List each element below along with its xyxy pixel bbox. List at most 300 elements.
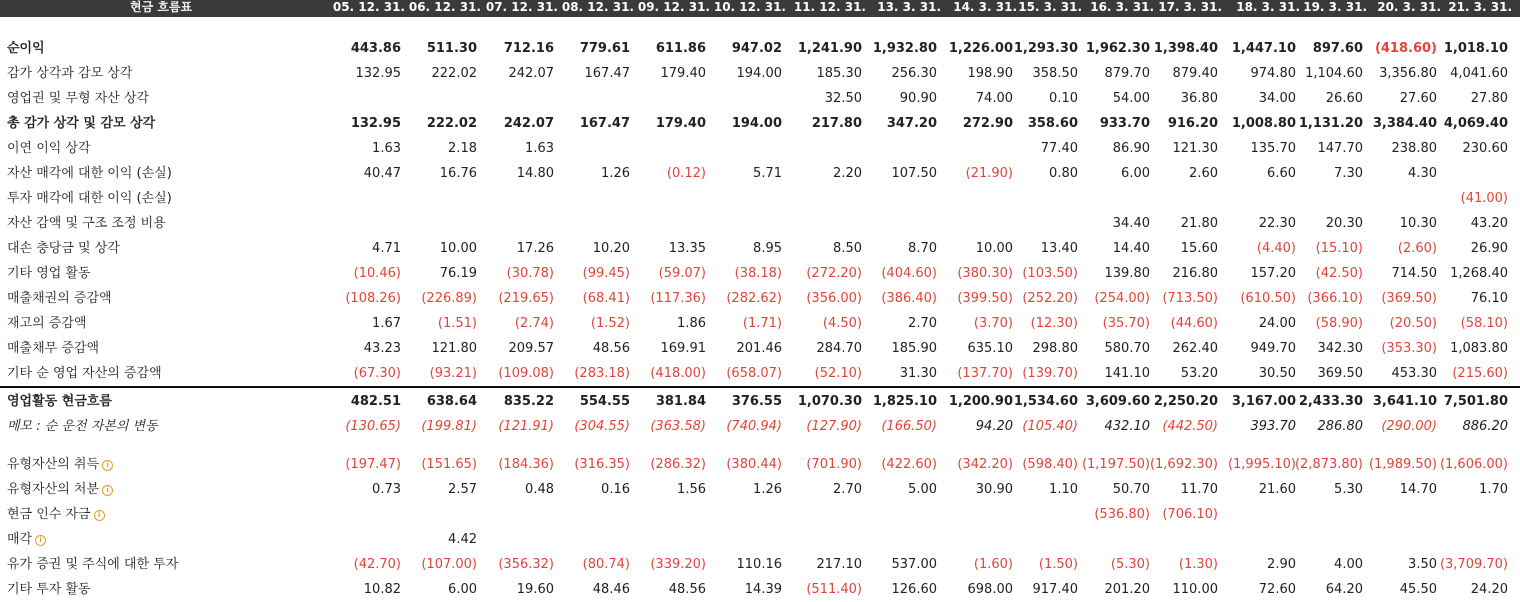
table-cell: (339.20) (650, 557, 706, 572)
table-cell: 48.56 (592, 341, 630, 356)
table-cell: (0.12) (666, 166, 706, 181)
table-row (0, 286, 1520, 311)
table-cell: 54.00 (1112, 91, 1150, 106)
table-cell: (1,989.50) (1368, 457, 1437, 472)
table-cell: 3,609.60 (1085, 394, 1150, 409)
table-cell: 242.07 (508, 66, 554, 81)
table-cell: 369.50 (1317, 366, 1363, 381)
table-cell: 580.70 (1104, 341, 1150, 356)
row-label (7, 186, 172, 211)
table-cell: 779.61 (579, 41, 630, 56)
table-cell: 949.70 (1250, 341, 1296, 356)
table-cell: 27.80 (1470, 91, 1508, 106)
table-row (0, 361, 1520, 386)
table-cell: (137.70) (957, 366, 1013, 381)
table-cell: 238.80 (1391, 141, 1437, 156)
table-row (0, 86, 1520, 111)
table-cell: 1,070.30 (797, 394, 862, 409)
table-row (0, 236, 1520, 261)
table-cell: 64.20 (1325, 582, 1363, 597)
table-cell: (706.10) (1162, 507, 1218, 522)
info-circle-icon[interactable]: i (94, 510, 105, 521)
table-cell: (219.65) (498, 291, 554, 306)
table-cell: 141.10 (1104, 366, 1150, 381)
row-label-text: 영업권 및 무형 자산 상각 (7, 91, 150, 106)
table-cell: 286.80 (1317, 419, 1363, 434)
table-cell: 76.10 (1470, 291, 1508, 306)
table-cell: (35.70) (1102, 316, 1150, 331)
table-row (0, 111, 1520, 136)
row-label-text: 매출채무 증감액 (7, 341, 100, 356)
table-cell: 4.42 (448, 532, 477, 547)
table-cell: 4.00 (1334, 557, 1363, 572)
table-cell: (10.46) (353, 266, 401, 281)
table-cell: 1.63 (525, 141, 554, 156)
table-cell: 43.20 (1470, 216, 1508, 231)
table-row (0, 477, 1520, 502)
table-cell: 242.07 (503, 116, 554, 131)
info-circle-icon[interactable]: i (102, 460, 113, 471)
table-cell: 272.90 (962, 116, 1013, 131)
table-cell: (1,692.30) (1149, 457, 1218, 472)
table-cell: (2.74) (514, 316, 554, 331)
table-cell: 262.40 (1172, 341, 1218, 356)
table-cell: (610.50) (1240, 291, 1296, 306)
table-row (0, 502, 1520, 527)
table-cell: 947.02 (731, 41, 782, 56)
table-cell: (68.41) (582, 291, 630, 306)
table-cell: 209.57 (508, 341, 554, 356)
table-cell: 5.30 (1334, 482, 1363, 497)
table-cell: 5.71 (753, 166, 782, 181)
table-cell: (380.30) (957, 266, 1013, 281)
table-cell: (282.62) (726, 291, 782, 306)
table-cell: (283.18) (574, 366, 630, 381)
table-cell: 7,501.80 (1443, 394, 1508, 409)
table-cell: 50.70 (1112, 482, 1150, 497)
table-cell: (41.00) (1460, 191, 1508, 206)
table-cell: 1.86 (677, 316, 706, 331)
table-cell: 34.40 (1112, 216, 1150, 231)
table-cell: (107.00) (421, 557, 477, 572)
table-cell: 4,041.60 (1450, 66, 1508, 81)
table-cell: 194.00 (731, 116, 782, 131)
table-cell: 1.63 (372, 141, 401, 156)
table-cell: (380.44) (726, 457, 782, 472)
table-cell: 342.30 (1317, 341, 1363, 356)
table-cell: 933.70 (1099, 116, 1150, 131)
table-cell: 6.00 (1121, 166, 1150, 181)
table-cell: (252.20) (1022, 291, 1078, 306)
table-cell: 107.50 (891, 166, 937, 181)
table-cell: (386.40) (881, 291, 937, 306)
row-label-text: 감가 상각과 감모 상각 (7, 66, 133, 81)
table-cell: 1.26 (601, 166, 630, 181)
table-cell: (58.90) (1315, 316, 1363, 331)
table-cell: 132.95 (350, 116, 401, 131)
table-cell: 5.00 (908, 482, 937, 497)
table-row (0, 527, 1520, 552)
table-cell: 1,083.80 (1450, 341, 1508, 356)
table-cell: 198.90 (967, 66, 1013, 81)
table-cell: 358.60 (1027, 116, 1078, 131)
table-cell: 3,384.40 (1372, 116, 1437, 131)
table-cell: 1,932.80 (872, 41, 937, 56)
table-cell: (316.35) (574, 457, 630, 472)
table-cell: 126.60 (891, 582, 937, 597)
table-cell: (80.74) (582, 557, 630, 572)
table-cell: (701.90) (806, 457, 862, 472)
table-cell: (356.32) (498, 557, 554, 572)
table-cell: 511.30 (426, 41, 477, 56)
table-cell: 2,250.20 (1153, 394, 1218, 409)
table-cell: (4.50) (822, 316, 862, 331)
table-cell: (740.94) (726, 419, 782, 434)
table-row (0, 186, 1520, 211)
row-label (7, 161, 172, 186)
table-cell: 1,293.30 (1013, 41, 1078, 56)
table-cell: 10.00 (975, 241, 1013, 256)
period-header: 13. 3. 31. (877, 0, 941, 14)
table-cell: (38.18) (734, 266, 782, 281)
table-cell: (197.47) (345, 457, 401, 472)
period-header: 16. 3. 31. (1090, 0, 1154, 14)
table-cell: 74.00 (975, 91, 1013, 106)
table-cell: (3,709.70) (1439, 557, 1508, 572)
table-cell: (58.10) (1460, 316, 1508, 331)
table-cell: 72.60 (1258, 582, 1296, 597)
row-label-text: 순이익 (7, 41, 45, 56)
row-label (7, 261, 91, 286)
table-cell: 194.00 (736, 66, 782, 81)
table-cell: (42.50) (1315, 266, 1363, 281)
table-cell: 2.57 (448, 482, 477, 497)
table-cell: 27.60 (1399, 91, 1437, 106)
table-cell: (12.30) (1030, 316, 1078, 331)
table-cell: 8.50 (833, 241, 862, 256)
table-cell: 1.26 (753, 482, 782, 497)
row-label (7, 502, 105, 527)
table-cell: 1,241.90 (797, 41, 862, 56)
table-cell: (286.32) (650, 457, 706, 472)
row-label (7, 61, 132, 86)
table-cell: 11.70 (1180, 482, 1218, 497)
table-cell: (511.40) (806, 582, 862, 597)
table-cell: (130.65) (345, 419, 401, 434)
period-header: 19. 3. 31. (1303, 0, 1367, 14)
table-cell: 443.86 (350, 41, 401, 56)
table-cell: (598.40) (1022, 457, 1078, 472)
table-cell: 1.10 (1049, 482, 1078, 497)
table-cell: 10.82 (363, 582, 401, 597)
period-header: 07. 12. 31. (485, 0, 558, 14)
table-cell: 2.20 (833, 166, 862, 181)
row-label (7, 336, 99, 361)
row-label-text: 현금 인수 자금 (7, 507, 91, 522)
period-header: 17. 3. 31. (1158, 0, 1222, 14)
table-cell: (15.10) (1315, 241, 1363, 256)
table-row (0, 414, 1520, 439)
table-cell: 76.19 (439, 266, 477, 281)
table-cell: 15.60 (1180, 241, 1218, 256)
table-cell: 347.20 (886, 116, 937, 131)
table-cell: 157.20 (1250, 266, 1296, 281)
table-cell: 7.30 (1334, 166, 1363, 181)
table-cell: 3,356.80 (1379, 66, 1437, 81)
table-cell: (109.08) (498, 366, 554, 381)
table-cell: 110.16 (736, 557, 782, 572)
table-cell: (1,197.50) (1081, 457, 1150, 472)
period-header: 21. 3. 31. (1448, 0, 1512, 14)
table-cell: 13.40 (1040, 241, 1078, 256)
table-cell: 554.55 (579, 394, 630, 409)
table-cell: (215.60) (1452, 366, 1508, 381)
row-label-text: 자산 매각에 대한 이익 (손실) (7, 166, 172, 181)
table-cell: 635.10 (967, 341, 1013, 356)
table-cell: (44.60) (1170, 316, 1218, 331)
table-cell: 8.95 (753, 241, 782, 256)
table-cell: (369.50) (1381, 291, 1437, 306)
table-cell: 381.84 (655, 394, 706, 409)
table-cell: 32.50 (824, 91, 862, 106)
table-cell: 222.02 (431, 66, 477, 81)
table-row (0, 36, 1520, 61)
row-label (7, 414, 158, 439)
table-cell: (52.10) (814, 366, 862, 381)
row-label (7, 389, 112, 414)
table-cell: (21.90) (965, 166, 1013, 181)
table-cell: 835.22 (503, 394, 554, 409)
table-cell: 432.10 (1104, 419, 1150, 434)
table-cell: 2.18 (448, 141, 477, 156)
table-cell: 1,226.00 (948, 41, 1013, 56)
table-cell: 179.40 (655, 116, 706, 131)
row-label (7, 452, 113, 477)
info-circle-icon[interactable]: i (102, 485, 113, 496)
row-label-text: 이연 이익 상각 (7, 141, 91, 156)
table-cell: 1,008.80 (1231, 116, 1296, 131)
row-label-text: 매각 (7, 532, 33, 547)
table-cell: 879.40 (1172, 66, 1218, 81)
table-row (0, 389, 1520, 414)
table-cell: 284.70 (816, 341, 862, 356)
table-cell: (99.45) (582, 266, 630, 281)
table-row (0, 552, 1520, 577)
table-cell: (399.50) (957, 291, 1013, 306)
table-cell: (1.50) (1038, 557, 1078, 572)
table-cell: (139.70) (1022, 366, 1078, 381)
table-cell: (108.26) (345, 291, 401, 306)
table-cell: 10.20 (592, 241, 630, 256)
table-cell: (2.60) (1397, 241, 1437, 256)
table-cell: 216.80 (1172, 266, 1218, 281)
table-cell: (3.70) (973, 316, 1013, 331)
row-label-text: 기타 순 영업 자산의 증감액 (7, 366, 162, 381)
table-header (0, 0, 1520, 17)
row-label-text: 유형자산의 처분 (7, 482, 100, 497)
table-cell: (103.50) (1022, 266, 1078, 281)
row-label (7, 136, 91, 161)
row-label-text: 유형자산의 취득 (7, 457, 100, 472)
table-cell: (536.80) (1094, 507, 1150, 522)
table-cell: 53.20 (1180, 366, 1218, 381)
table-cell: 185.30 (816, 66, 862, 81)
table-cell: 714.50 (1391, 266, 1437, 281)
table-cell: (166.50) (881, 419, 937, 434)
table-cell: 222.02 (426, 116, 477, 131)
table-cell: 201.46 (736, 341, 782, 356)
table-cell: 86.90 (1112, 141, 1150, 156)
period-header: 11. 12. 31. (793, 0, 866, 14)
table-cell: 712.16 (503, 41, 554, 56)
table-cell: (20.50) (1389, 316, 1437, 331)
table-cell: 358.50 (1032, 66, 1078, 81)
period-header: 14. 3. 31. (953, 0, 1017, 14)
table-cell: 139.80 (1104, 266, 1150, 281)
table-cell: (59.07) (658, 266, 706, 281)
table-cell: 121.80 (431, 341, 477, 356)
table-cell: (67.30) (353, 366, 401, 381)
table-cell: (658.07) (726, 366, 782, 381)
row-label (7, 361, 162, 386)
period-header: 08. 12. 31. (561, 0, 634, 14)
table-cell: (304.55) (574, 419, 630, 434)
table-cell: 537.00 (891, 557, 937, 572)
table-cell: 201.20 (1104, 582, 1150, 597)
table-cell: (1.60) (973, 557, 1013, 572)
table-cell: 185.90 (891, 341, 937, 356)
table-cell: 26.60 (1325, 91, 1363, 106)
table-cell: 1,200.90 (948, 394, 1013, 409)
table-cell: 43.23 (363, 341, 401, 356)
row-label (7, 552, 178, 577)
table-cell: 14.39 (744, 582, 782, 597)
table-cell: 14.80 (516, 166, 554, 181)
table-cell: 1,018.10 (1443, 41, 1508, 56)
row-label (7, 236, 120, 261)
table-cell: (93.21) (429, 366, 477, 381)
row-label (7, 527, 46, 552)
table-cell: 1,131.20 (1298, 116, 1363, 131)
table-cell: (105.40) (1022, 419, 1078, 434)
table-cell: 916.20 (1167, 116, 1218, 131)
table-cell: 0.10 (1049, 91, 1078, 106)
table-cell: (290.00) (1381, 419, 1437, 434)
row-label-text: 총 감가 상각 및 감모 상각 (7, 116, 156, 131)
period-header: 15. 3. 31. (1018, 0, 1082, 14)
table-cell: 48.46 (592, 582, 630, 597)
table-cell: 3.50 (1408, 557, 1437, 572)
table-cell: 886.20 (1462, 419, 1508, 434)
table-cell: 611.86 (655, 41, 706, 56)
row-label (7, 211, 166, 236)
table-cell: (1.51) (437, 316, 477, 331)
table-cell: 0.73 (372, 482, 401, 497)
table-cell: 24.20 (1470, 582, 1508, 597)
table-cell: (30.78) (506, 266, 554, 281)
table-cell: (363.58) (650, 419, 706, 434)
row-label-text: 대손 충당금 및 상각 (7, 241, 120, 256)
table-row (0, 336, 1520, 361)
table-cell: 1.70 (1479, 482, 1508, 497)
info-circle-icon[interactable]: i (35, 535, 46, 546)
table-cell: 0.16 (601, 482, 630, 497)
table-cell: 1,825.10 (872, 394, 937, 409)
table-cell: 110.00 (1172, 582, 1218, 597)
table-cell: 217.10 (816, 557, 862, 572)
table-cell: (422.60) (881, 457, 937, 472)
table-row (0, 136, 1520, 161)
period-header: 18. 3. 31. (1236, 0, 1300, 14)
table-cell: 20.30 (1325, 216, 1363, 231)
table-cell: 36.80 (1180, 91, 1218, 106)
table-cell: 147.70 (1317, 141, 1363, 156)
row-label (7, 111, 155, 136)
row-label (7, 311, 86, 336)
table-cell: 2,433.30 (1298, 394, 1363, 409)
table-cell: 897.60 (1312, 41, 1363, 56)
table-cell: 77.40 (1040, 141, 1078, 156)
table-cell: (356.00) (806, 291, 862, 306)
row-label-text: 기타 영업 활동 (7, 266, 91, 281)
table-cell: 0.48 (525, 482, 554, 497)
table-row (0, 452, 1520, 477)
table-cell: 4,069.40 (1443, 116, 1508, 131)
table-cell: (418.60) (1374, 41, 1437, 56)
table-title: 현금 흐름표 (130, 0, 193, 14)
table-cell: 453.30 (1391, 366, 1437, 381)
table-cell: (1.52) (590, 316, 630, 331)
table-cell: 30.50 (1258, 366, 1296, 381)
table-cell: (121.91) (498, 419, 554, 434)
table-cell: (342.20) (957, 457, 1013, 472)
row-label-text: 자산 감액 및 구조 조정 비용 (7, 216, 166, 231)
table-cell: 40.47 (363, 166, 401, 181)
table-cell: 698.00 (967, 582, 1013, 597)
table-cell: 121.30 (1172, 141, 1218, 156)
row-label-text: 영업활동 현금흐름 (7, 394, 112, 409)
table-cell: (404.60) (881, 266, 937, 281)
table-cell: 1,268.40 (1450, 266, 1508, 281)
table-row (0, 211, 1520, 236)
period-header: 10. 12. 31. (713, 0, 786, 14)
table-cell: 6.00 (448, 582, 477, 597)
table-cell: (127.90) (806, 419, 862, 434)
table-cell: (1.71) (742, 316, 782, 331)
table-cell: 24.00 (1258, 316, 1296, 331)
table-row (0, 311, 1520, 336)
table-cell: 21.60 (1258, 482, 1296, 497)
table-cell: 167.47 (579, 116, 630, 131)
table-cell: 1,104.60 (1305, 66, 1363, 81)
table-cell: (151.65) (421, 457, 477, 472)
table-cell: 217.80 (811, 116, 862, 131)
table-row (0, 261, 1520, 286)
table-cell: (1.30) (1178, 557, 1218, 572)
total-separator-line (0, 386, 1520, 388)
table-cell: 16.76 (439, 166, 477, 181)
table-cell: 90.90 (899, 91, 937, 106)
table-cell: (418.00) (650, 366, 706, 381)
row-label (7, 86, 149, 111)
table-cell: 167.47 (584, 66, 630, 81)
table-cell: 1,398.40 (1153, 41, 1218, 56)
table-cell: 1.56 (677, 482, 706, 497)
table-row (0, 161, 1520, 186)
table-cell: 6.60 (1267, 166, 1296, 181)
table-cell: (184.36) (498, 457, 554, 472)
table-cell: 26.90 (1470, 241, 1508, 256)
